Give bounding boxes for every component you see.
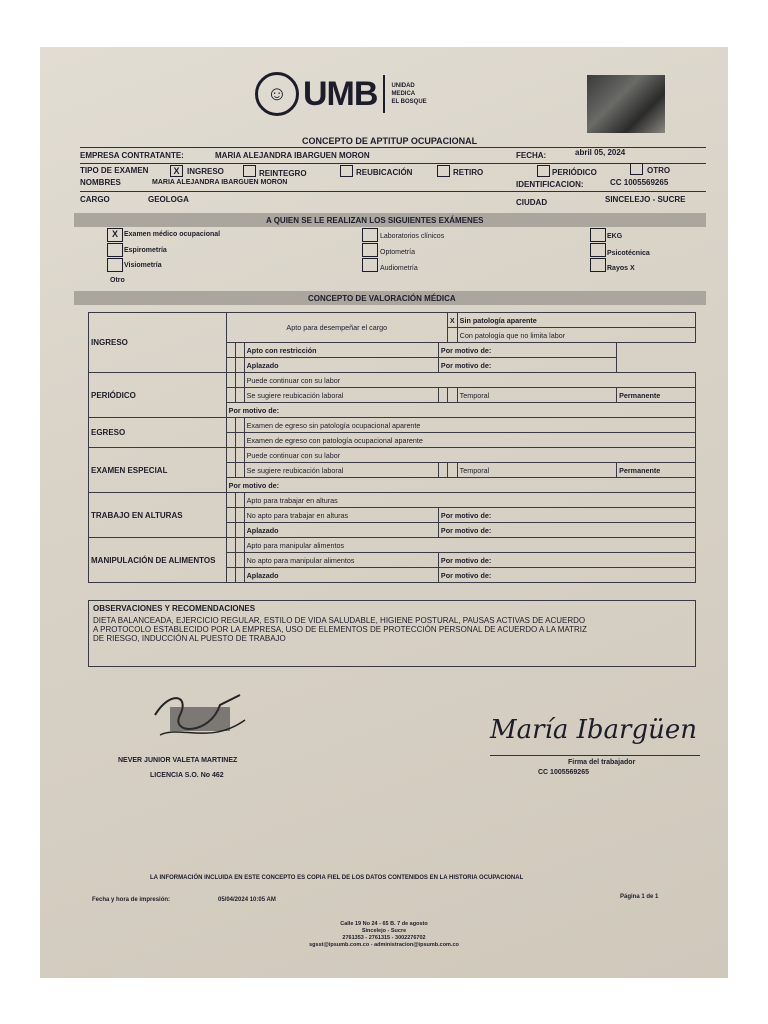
print-date-value: 05/04/2024 10:05 AM <box>218 897 276 903</box>
puede-continuar-option: Puede continuar con su labor <box>244 373 695 388</box>
reubicacion-option: REUBICACIÓN <box>356 168 413 177</box>
ingreso-row-label: INGRESO <box>89 313 227 373</box>
apto-alimentos-option: Apto para manipular alimentos <box>244 538 695 553</box>
exam-otro: Otro <box>110 277 125 284</box>
logo-letters: UMB <box>303 74 378 113</box>
no-apto-alturas-option: No apto para trabajar en alturas <box>244 508 438 523</box>
temporal-periodico-option: Temporal <box>457 388 616 403</box>
permanente-especial-option: Permanente <box>617 463 696 478</box>
sin-patologia-checkbox[interactable]: X <box>447 313 457 328</box>
aplazado-ingreso-option: Aplazado <box>244 358 438 373</box>
especial-continuar-option: Puede continuar con su labor <box>244 448 695 463</box>
periodico-checkbox[interactable] <box>537 165 550 177</box>
id-value: CC 1005569265 <box>610 178 669 187</box>
egreso-sin-checkbox[interactable] <box>226 418 235 433</box>
document-title: CONCEPTO DE APTITUP OCUPACIONAL <box>302 136 478 146</box>
apto-cargo-cell: Apto para desempeñar el cargo <box>226 313 447 343</box>
con-patologia-checkbox[interactable] <box>447 328 457 343</box>
sin-patologia-option: Sin patología aparente <box>457 313 695 328</box>
document-page <box>40 47 728 978</box>
psicotecnica-checkbox[interactable] <box>590 243 606 257</box>
date-label: FECHA: <box>516 151 547 160</box>
motivo-periodico: Por motivo de: <box>226 403 695 418</box>
exam-medico: Examen médico ocupacional <box>124 231 221 238</box>
doctor-name: NEVER JUNIOR VALETA MARTINEZ <box>118 757 238 764</box>
motivo-aplazado-alimentos: Por motivo de: <box>438 568 695 583</box>
valoracion-table <box>88 312 696 583</box>
reubicacion-periodico-checkbox[interactable] <box>226 388 235 403</box>
audiometria-checkbox[interactable] <box>362 258 378 272</box>
no-apto-alturas-checkbox[interactable] <box>226 508 235 523</box>
logo-emblem-icon: ☺ <box>255 72 299 116</box>
reintegro-checkbox[interactable] <box>243 165 256 177</box>
no-apto-alimentos-option: No apto para manipular alimentos <box>244 553 438 568</box>
umb-logo <box>255 69 427 119</box>
ingreso-option: INGRESO <box>187 167 224 176</box>
retiro-option: RETIRO <box>453 168 484 177</box>
aplazado-alimentos-checkbox[interactable] <box>226 568 235 583</box>
egreso-con-option: Examen de egreso con patología ocupacional aparente <box>244 433 695 448</box>
egreso-sin-option: Examen de egreso sin patología ocupacional aparente <box>244 418 695 433</box>
worker-signature-label: Firma del trabajador <box>568 759 636 766</box>
medico-checkbox[interactable]: X <box>107 228 123 242</box>
footer-address: Calle 19 No 24 - 65 B. 7 de agosto Sincelejo - Sucre 2761353 - 2761315 - 3002276702 sgsst@ipsumb.com.co - administracion@ipsumb.com.co <box>309 921 459 948</box>
exam-visiometria: Visiometría <box>124 262 162 269</box>
city-label: CIUDAD <box>516 198 548 207</box>
temporal-especial-option: Temporal <box>457 463 616 478</box>
exam-ekg: EKG <box>607 233 623 240</box>
cargo-label: CARGO <box>80 195 110 204</box>
names-label: NOMBRES <box>80 178 121 187</box>
espirometria-checkbox[interactable] <box>107 243 123 257</box>
periodico-option: PERIÓDICO <box>552 168 597 177</box>
exam-audiometria: Audiometría <box>380 265 418 272</box>
page-number: Página 1 de 1 <box>620 894 659 900</box>
worker-id: CC 1005569265 <box>538 769 589 776</box>
worker-signature: María Ibargüen <box>490 715 697 745</box>
cargo-value: GEOLOGA <box>148 195 189 204</box>
exam-rayos: Rayos X <box>607 265 635 272</box>
reubicacion-especial-checkbox[interactable] <box>226 463 235 478</box>
apto-alturas-option: Apto para trabajar en alturas <box>244 493 695 508</box>
exam-type-label: TIPO DE EXAMEN <box>80 166 149 175</box>
motivo-aplazado-ingreso: Por motivo de: <box>438 358 616 373</box>
exam-optometria: Optometría <box>380 249 416 256</box>
especial-continuar-checkbox[interactable] <box>226 448 235 463</box>
motivo-no-apto-alimentos: Por motivo de: <box>438 553 695 568</box>
motivo-no-apto-alturas: Por motivo de: <box>438 508 695 523</box>
rayos-checkbox[interactable] <box>590 258 606 272</box>
ingreso-checkbox[interactable]: X <box>170 165 183 177</box>
reubicacion-checkbox[interactable] <box>340 165 353 177</box>
company-value: MARIA ALEJANDRA IBARGUEN MORON <box>215 151 370 160</box>
visiometria-checkbox[interactable] <box>107 258 123 272</box>
egreso-row-label: EGRESO <box>89 418 227 448</box>
motivo-aplazado-alturas: Por motivo de: <box>438 523 695 538</box>
patient-photo <box>587 75 665 133</box>
city-value: SINCELEJO - SUCRE <box>605 195 686 204</box>
apto-restriccion-option: Apto con restricción <box>244 343 438 358</box>
company-label: EMPRESA CONTRATANTE: <box>80 151 184 160</box>
motivo-especial: Por motivo de: <box>226 478 695 493</box>
retiro-checkbox[interactable] <box>437 165 450 177</box>
observaciones-box <box>88 600 696 667</box>
motivo-restriccion: Por motivo de: <box>438 343 616 358</box>
observaciones-line-1: DIETA BALANCEADA, EJERCICIO REGULAR, ESTILO DE VIDA SALUDABLE, HIGIENE POSTURAL, PAUSAS ACTIVAS DE ACUERDO <box>93 616 586 625</box>
logo-subtitle: UNIDAD MEDICA EL BOSQUE <box>391 83 427 105</box>
puede-continuar-checkbox[interactable] <box>226 373 235 388</box>
laboratorios-checkbox[interactable] <box>362 228 378 242</box>
temporal-especial-checkbox[interactable] <box>438 463 447 478</box>
no-apto-alimentos-checkbox[interactable] <box>226 553 235 568</box>
periodico-row-label: PERIÓDICO <box>89 373 227 418</box>
aplazado-alimentos-option: Aplazado <box>244 568 438 583</box>
otro-option: OTRO <box>647 166 671 175</box>
temporal-periodico-checkbox[interactable] <box>438 388 447 403</box>
reubicacion-especial-option: Se sugiere reubicación laboral <box>244 463 438 478</box>
names-value: MARIA ALEJANDRA IBARGUEN MORON <box>152 179 288 186</box>
aplazado-ingreso-checkbox[interactable] <box>226 358 235 373</box>
optometria-checkbox[interactable] <box>362 243 378 257</box>
footer-notice: LA INFORMACIÓN INCLUIDA EN ESTE CONCEPTO ES COPIA FIEL DE LOS DATOS CONTENIDOS EN LA HISTORIA OCUPACIONAL <box>150 875 524 881</box>
exam-laboratorios: Laboratorios clínicos <box>380 233 445 240</box>
observaciones-line-3: DE RIESGO, INDUCCIÓN AL PUESTO DE TRABAJO <box>93 634 286 643</box>
reubicacion-periodico-option: Se sugiere reubicación laboral <box>244 388 438 403</box>
apto-alturas-checkbox[interactable] <box>226 493 235 508</box>
alimentos-row-label: MANIPULACIÓN DE ALIMENTOS <box>89 538 227 583</box>
otro-checkbox[interactable] <box>630 163 643 175</box>
ekg-checkbox[interactable] <box>590 228 606 242</box>
exams-section-title: A QUIEN SE LE REALIZAN LOS SIGUIENTES EXÁMENES <box>266 216 484 225</box>
print-date-label: Fecha y hora de impresión: <box>92 897 171 903</box>
aplazado-alturas-checkbox[interactable] <box>226 523 235 538</box>
con-patologia-option: Con patología que no limita labor <box>457 328 695 343</box>
date-value: abril 05, 2024 <box>575 148 626 157</box>
aplazado-alturas-option: Aplazado <box>244 523 438 538</box>
observaciones-title: OBSERVACIONES Y RECOMENDACIONES <box>93 604 256 613</box>
reintegro-option: REINTEGRO <box>259 169 307 178</box>
egreso-con-checkbox[interactable] <box>226 433 235 448</box>
observaciones-line-2: A PROTOCOLO ESTABLECIDO POR LA EMPRESA, USO DE ELEMENTOS DE PROTECCIÓN PERSONAL DE ACUERDO A LA MATRIZ <box>93 625 587 634</box>
doctor-signature-icon <box>150 685 250 745</box>
apto-restriccion-checkbox[interactable] <box>226 343 235 358</box>
doctor-license: LICENCIA S.O. No 462 <box>150 772 224 779</box>
especial-row-label: EXAMEN ESPECIAL <box>89 448 227 493</box>
exam-psicotecnica: Psicotécnica <box>607 250 650 257</box>
alturas-row-label: TRABAJO EN ALTURAS <box>89 493 227 538</box>
exam-espirometria: Espirometría <box>124 247 167 254</box>
apto-alimentos-checkbox[interactable] <box>226 538 235 553</box>
valoracion-section-title: CONCEPTO DE VALORACIÓN MÉDICA <box>308 294 456 303</box>
id-label: IDENTIFICACION: <box>516 180 584 189</box>
permanente-periodico-option: Permanente <box>617 388 696 403</box>
